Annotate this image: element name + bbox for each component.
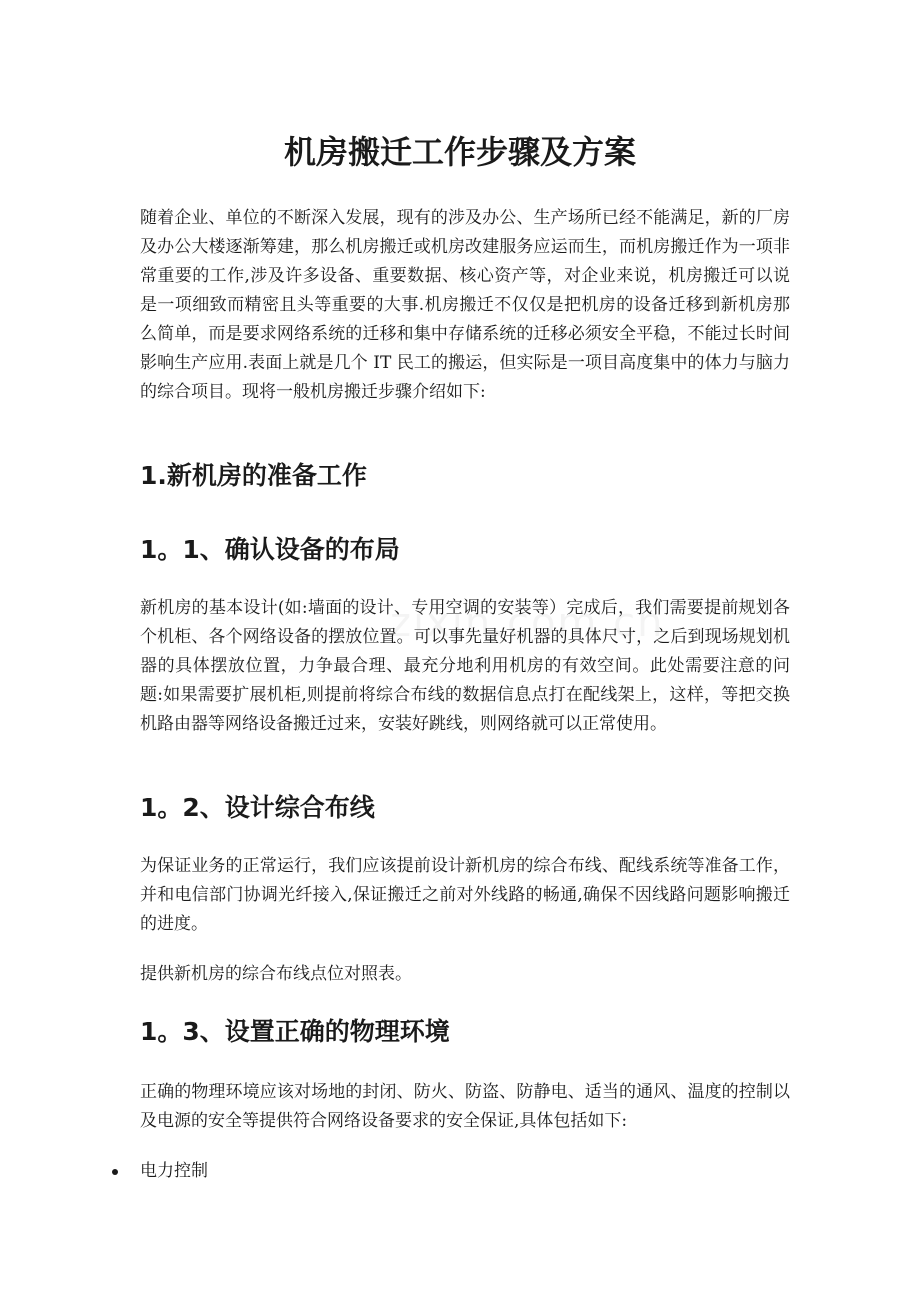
intro-paragraph: 随着企业、单位的不断深入发展，现有的涉及办公、生产场所已经不能满足，新的厂房及办公大楼逐渐筹建，那么机房搬迁或机房改建服务应运而生，而机房搬迁作为一项非常重要的工作,涉及许多设备、重要数据、核心资产等，对企业来说，机房搬迁可以说是一项细致而精密且头等重要的大事.机房搬迁不仅仅是把机房的设备迁移到新机房那么简单，而是要求网络系统的迁移和集中存储系统的迁移必须安全平稳，不能过长时间影响生产应用.表面上就是几个 IT 民工的搬运，但实际是一项目高度集中的体力与脑力的综合项目。现将一般机房搬迁步骤介绍如下: (140, 208, 790, 402)
section-1-2-paragraph: 为保证业务的正常运行，我们应该提前设计新机房的综合布线、配线系统等准备工作，并和电信部门协调光纤接入,保证搬迁之前对外线路的畅通,确保不因线路问题影响搬迁的进度。 (140, 856, 790, 934)
document-title: 机房搬迁工作步骤及方案 (283, 133, 636, 171)
section-1-3-paragraph: 正确的物理环境应该对场地的封闭、防火、防盗、防静电、适当的通风、温度的控制以及电源的安全等提供符合网络设备要求的安全保证,具体包括如下: (140, 1082, 790, 1131)
bullet-dot-icon (112, 1169, 118, 1175)
bullet-list (0, 1157, 920, 1186)
section-1-2-paragraph-2: 提供新机房的综合布线点位对照表。 (140, 964, 412, 984)
section-1-1-paragraph: 新机房的基本设计(如:墙面的设计、专用空调的安装等）完成后，我们需要提前规划各个机柜、各个网络设备的摆放位置。可以事先量好机器的具体尺寸，之后到现场规划机器的具体摆放位置，力争最合理、最充分地利用机房的有效空间。此处需要注意的问题:如果需要扩展机柜,则提前将综合布线的数据信息点打在配线架上，这样，等把交换机路由器等网络设备搬迁过来，安装好跳线，则网络就可以正常使用。 (140, 598, 790, 734)
list-item (0, 1157, 920, 1186)
list-item-label: 电力控制 (140, 1161, 208, 1181)
section-1-2-heading: 1。2、设计综合布线 (140, 793, 375, 822)
section-1-1-heading: 1。1、确认设备的布局 (140, 535, 400, 564)
section-1-heading: 1.新机房的准备工作 (140, 461, 367, 490)
section-1-3-heading: 1。3、设置正确的物理环境 (140, 1017, 450, 1046)
